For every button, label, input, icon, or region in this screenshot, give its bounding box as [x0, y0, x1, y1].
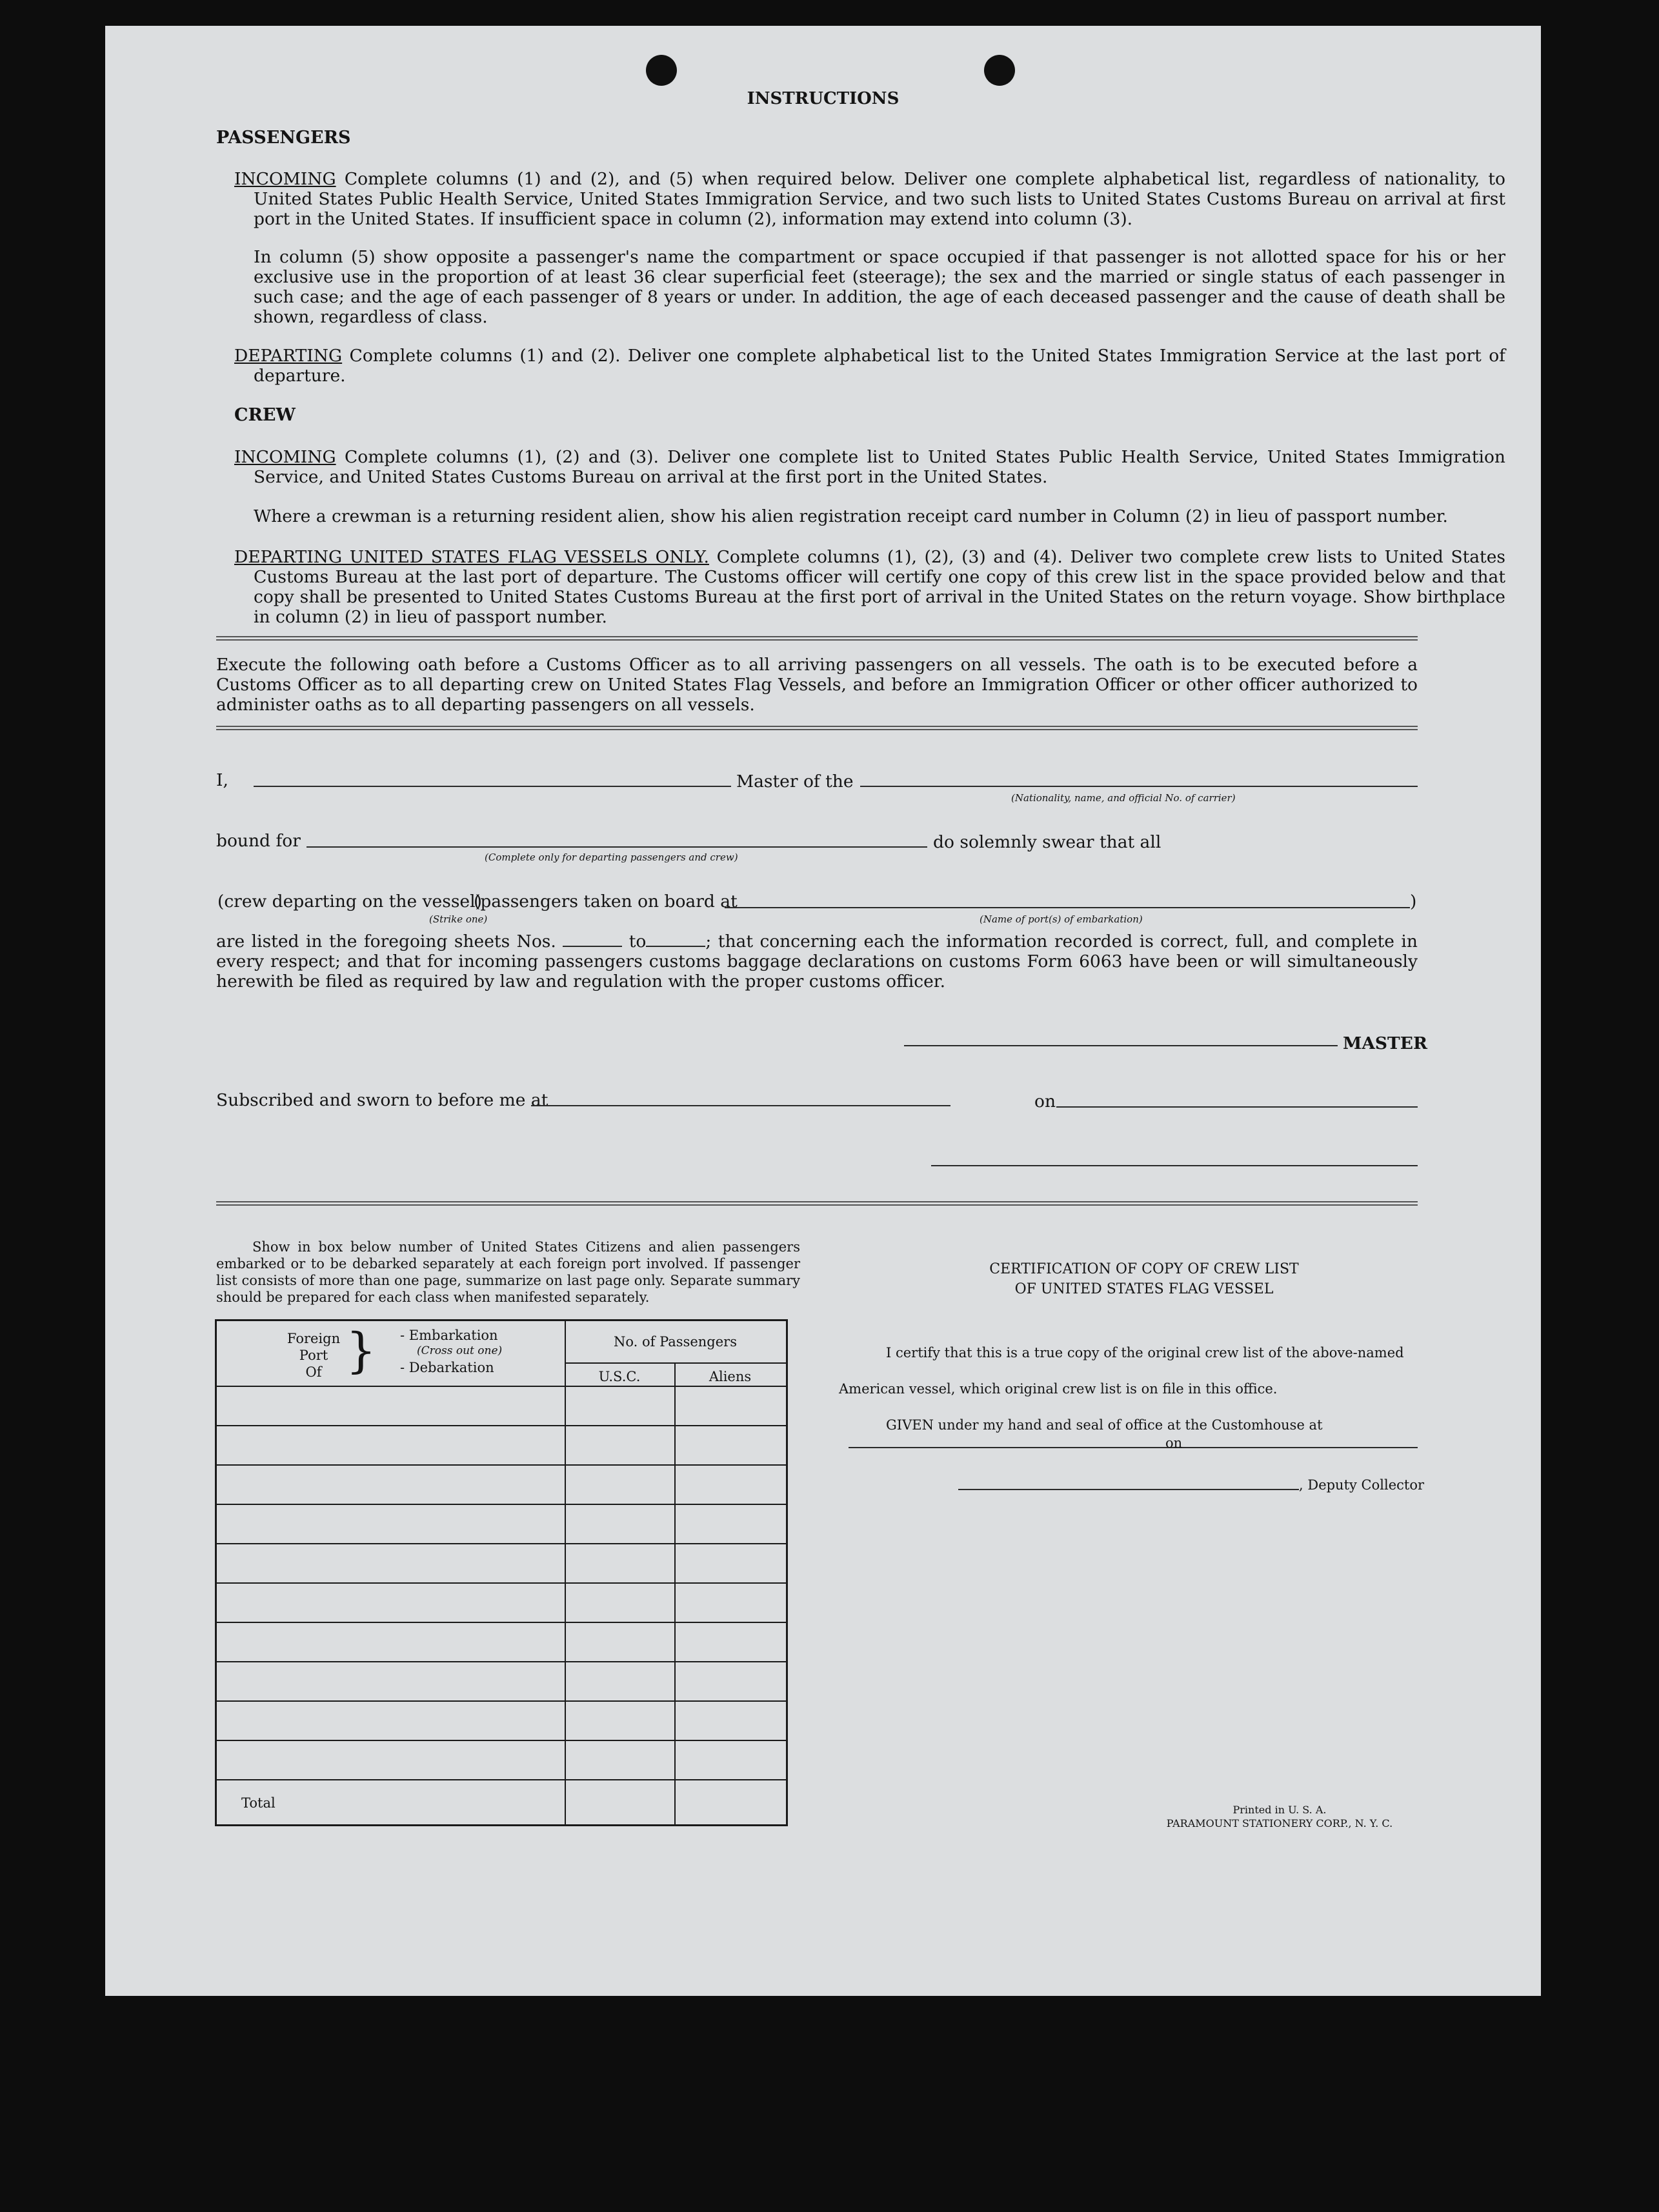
foreign-label: Foreign — [287, 1331, 341, 1346]
given-text: GIVEN under my hand and seal of office at the Customhouse at — [886, 1417, 1323, 1433]
crew-departing-label: DEPARTING UNITED STATES FLAG VESSELS ONLY. — [234, 547, 709, 567]
table-row-line — [217, 1779, 786, 1780]
divider-bottom — [216, 1201, 1418, 1206]
passengers-heading: PASSENGERS — [216, 128, 351, 148]
printer-imprint — [1099, 1803, 1460, 1830]
american-vessel-text: American vessel, which original crew list is on file in this office. — [839, 1381, 1278, 1397]
subscribed-place-field[interactable] — [531, 1105, 950, 1106]
usc-column-header: U.S.C. — [598, 1369, 641, 1384]
brace-glyph: } — [346, 1323, 377, 1379]
master-name-field[interactable] — [254, 786, 731, 787]
table-row-line — [217, 1740, 786, 1741]
certification-title-line2: OF UNITED STATES FLAG VESSEL — [1014, 1281, 1274, 1297]
passengers-incoming-text: Complete columns (1) and (2), and (5) when required below. Deliver one complete alphabetical list, regardless of nationality, to United States Public Health Service, United States Immigration Service, and two such lists to United States Customs Bureau on arrival at first port in the United States. If insufficient space in column (2), information may extend into column (3). — [254, 169, 1505, 229]
form-page — [105, 26, 1541, 1996]
table-row-line — [217, 1543, 786, 1544]
oath-i-label: I, — [216, 770, 228, 790]
deputy-collector-label: , Deputy Collector — [1299, 1477, 1425, 1493]
crew-incoming-text: Complete columns (1), (2) and (3). Deliver one complete list to United States Public Health Service, United States Immigration Service, and United States Customs Bureau on arrival at the first port in the United States. — [254, 447, 1505, 487]
passengers-departing-text: Complete columns (1) and (2). Deliver one complete alphabetical list to the United States Immigration Service at the last port of departure. — [254, 346, 1505, 386]
of-label: Of — [305, 1364, 322, 1380]
passengers-taken-option: (passengers taken on board at — [474, 892, 738, 912]
passengers-column5-paragraph: In column (5) show opposite a passenger's name the compartment or space occupied if that passenger is not allotted space for his or her exclusive use in the proportion of at least 36 clear superficial feet (steerage); the sex and the married or single status of each passenger in such case; and the age of each passenger of 8 years or under. In addition, the age of each deceased passenger and the cause of death shall be shown, regardless of class. — [254, 247, 1505, 327]
port-note: (Name of port(s) of embarkation) — [980, 913, 1143, 925]
certify-text: I certify that this is a true copy of the original crew list of the above-named — [886, 1345, 1404, 1360]
foreign-port-of-label — [281, 1330, 346, 1380]
subscribed-label: Subscribed and sworn to before me at — [216, 1090, 548, 1110]
strike-one-note: (Strike one) — [429, 913, 488, 925]
port-label: Port — [299, 1348, 328, 1363]
subscribed-date-field[interactable] — [1056, 1106, 1418, 1108]
crew-heading: CREW — [234, 405, 296, 425]
printed-in-usa: Printed in U. S. A. — [1232, 1804, 1327, 1816]
carrier-field[interactable] — [860, 786, 1418, 787]
bound-for-field[interactable] — [307, 846, 927, 848]
cross-out-note: (Cross out one) — [417, 1344, 503, 1357]
table-row-line — [217, 1386, 786, 1387]
sheet-to-field[interactable] — [646, 946, 705, 947]
table-vline-2 — [674, 1364, 676, 1824]
embarkation-port-field[interactable] — [725, 907, 1410, 908]
master-label: MASTER — [1343, 1033, 1427, 1053]
no-of-passengers-header: No. of Passengers — [614, 1334, 737, 1350]
officer-signature-field[interactable] — [931, 1165, 1418, 1166]
crew-incoming-paragraph — [234, 447, 1505, 487]
table-vline-1 — [565, 1321, 566, 1824]
table-row-line — [217, 1700, 786, 1702]
oath-listed-paragraph — [216, 932, 1418, 991]
crew-departing-paragraph — [234, 547, 1505, 627]
total-label: Total — [241, 1795, 276, 1811]
swear-label: do solemnly swear that all — [933, 832, 1161, 852]
table-header-split — [565, 1362, 786, 1364]
subscribed-on-label: on — [1034, 1091, 1056, 1111]
certification-on-label: on — [1165, 1435, 1183, 1451]
nationality-note: (Nationality, name, and official No. of carrier) — [1011, 792, 1236, 804]
divider-oath — [216, 726, 1418, 730]
summary-note: Show in box below number of United States Citizens and alien passengers embarked or to be debarked separately at each foreign port involved. If passenger list consists of more than one page, summarize on last page only. Separate summary should be prepared for each class when manifested separately. — [216, 1239, 800, 1305]
complete-only-note: (Complete only for departing passengers and crew) — [485, 852, 738, 863]
listed-rest: ; that concerning each the information recorded is correct, full, and complete in every respect; and that for incoming passengers customs baggage declarations on customs Form 6063 have been or will simultaneously herewith be filed as required by law and regulation with the proper customs officer. — [216, 932, 1418, 991]
divider-top — [216, 636, 1418, 641]
certification-date-field[interactable] — [1185, 1447, 1418, 1448]
punch-hole-left — [646, 55, 677, 86]
master-of-label: Master of the — [736, 772, 854, 792]
crew-departing-option: (crew departing on the vessel) — [217, 892, 482, 912]
certification-title — [931, 1259, 1357, 1299]
to-label: to — [628, 932, 647, 952]
embarkation-label: - Embarkation — [400, 1328, 498, 1343]
passenger-summary-table — [215, 1319, 788, 1826]
listed-prefix: are listed in the foregoing sheets Nos. — [216, 932, 556, 952]
debarkation-label: - Debarkation — [400, 1360, 494, 1375]
page-title: INSTRUCTIONS — [747, 89, 900, 108]
crew-incoming-label: INCOMING — [234, 447, 336, 467]
table-row-line — [217, 1622, 786, 1623]
table-row-line — [217, 1582, 786, 1584]
punch-hole-right — [984, 55, 1015, 86]
sheet-from-field[interactable] — [563, 946, 622, 947]
aliens-column-header: Aliens — [709, 1369, 752, 1384]
bound-for-label: bound for — [216, 831, 301, 851]
passengers-departing-paragraph — [234, 346, 1505, 386]
crew-resident-paragraph: Where a crewman is a returning resident alien, show his alien registration receipt card number in Column (2) in lieu of passport number. — [254, 506, 1448, 526]
table-row-line — [217, 1425, 786, 1426]
passengers-departing-label: DEPARTING — [234, 346, 343, 366]
passengers-incoming-paragraph — [234, 169, 1505, 229]
crew-departing-text: Complete columns (1), (2), (3) and (4). Deliver two complete crew lists to United States Customs Bureau at the last port of departure. The Customs officer will certify one copy of this crew list in the space provided below and that copy shall be presented to United States Customs Bureau at the first port of arrival in the United States on the return voyage. Show birthplace in column (2) in lieu of passport number. — [254, 547, 1505, 627]
printer-name: PARAMOUNT STATIONERY CORP., N. Y. C. — [1166, 1817, 1393, 1829]
certification-title-line1: CERTIFICATION OF COPY OF CREW LIST — [989, 1261, 1299, 1277]
close-paren: ) — [1410, 892, 1417, 912]
passengers-incoming-label: INCOMING — [234, 169, 336, 189]
oath-intro-paragraph: Execute the following oath before a Customs Officer as to all arriving passengers on all vessels. The oath is to be executed before a Customs Officer as to all departing crew on United States Flag Vessels, and before an Immigration Officer or other officer authorized to administer oaths as to all departing passengers on all vessels. — [216, 655, 1418, 715]
deputy-signature-field[interactable] — [958, 1489, 1299, 1490]
master-signature-field[interactable] — [904, 1045, 1338, 1046]
table-row-line — [217, 1464, 786, 1466]
table-row-line — [217, 1661, 786, 1662]
table-row-line — [217, 1504, 786, 1505]
